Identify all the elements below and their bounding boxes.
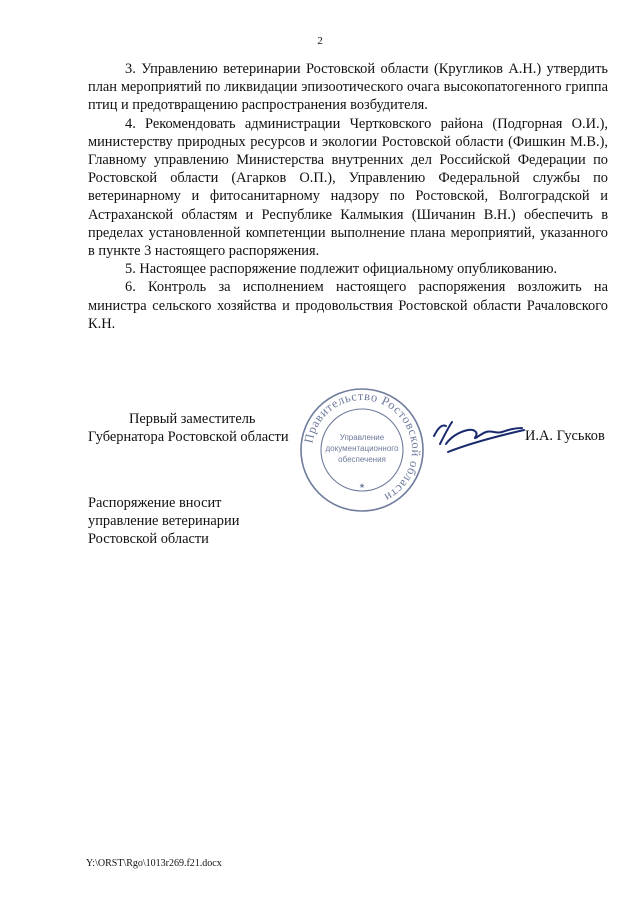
footer-line3: Ростовской области (88, 531, 209, 548)
signer-title-line1: Первый заместитель (129, 411, 256, 427)
page-number: 2 (317, 35, 323, 47)
file-path: Y:\ORST\Rgo\1013r269.f21.docx (86, 858, 222, 869)
paragraph-4: 4. Рекомендовать администрации Чертковского района (Подгорная О.И.), министерству природных ресурсов и экологии Ростовской области (Фишкин М.В.), Главному управлению Министерства внутренних дел Российской Федерации по Ростовской области (Агарков О.П.), Управлению Федеральной службы по ветеринарному и фитосанитарному надзору по Ростовской, Волгоградской и Астраханской областям и Республике Калмыкия (Шичанин В.Н.) обеспечить в пределах установленной компетенции выполнение плана мероприятий, указанного в пункте 3 настоящего распоряжения. (88, 115, 608, 260)
footer-line2: управление ветеринарии (88, 513, 240, 530)
document-body (88, 60, 608, 333)
seal-star-icon: ★ (358, 482, 366, 490)
signer-title-line2: Губернатора Ростовской области (88, 429, 289, 446)
seal-outer-text: Правительство Ростовской области (301, 388, 424, 505)
paragraph-5: 5. Настоящее распоряжение подлежит официальному опубликованию. (125, 261, 558, 278)
footer-note (88, 494, 239, 549)
paragraph-3: 3. Управлению ветеринарии Ростовской области (Кругликов А.Н.) утвердить план мероприятий по ликвидации эпизоотического очага высокопатогенного гриппа птиц и предотвращению распространения возбудителя. (88, 61, 608, 114)
signer-title (88, 410, 289, 446)
seal-center-line3: обеспечения (338, 455, 386, 464)
signer-name: И.А. Гуськов (525, 428, 605, 444)
paragraph-6: 6. Контроль за исполнением настоящего распоряжения возложить на министра сельского хозяйства и продовольствия Ростовской области Рачаловского К.Н. (88, 279, 608, 332)
seal-center-line2: документационного (325, 444, 399, 453)
handwritten-signature-icon (428, 414, 528, 456)
seal-stamp-icon (298, 386, 426, 514)
footer-line1: Распоряжение вносит (88, 495, 222, 511)
seal-center-line1: Управление (339, 433, 385, 442)
